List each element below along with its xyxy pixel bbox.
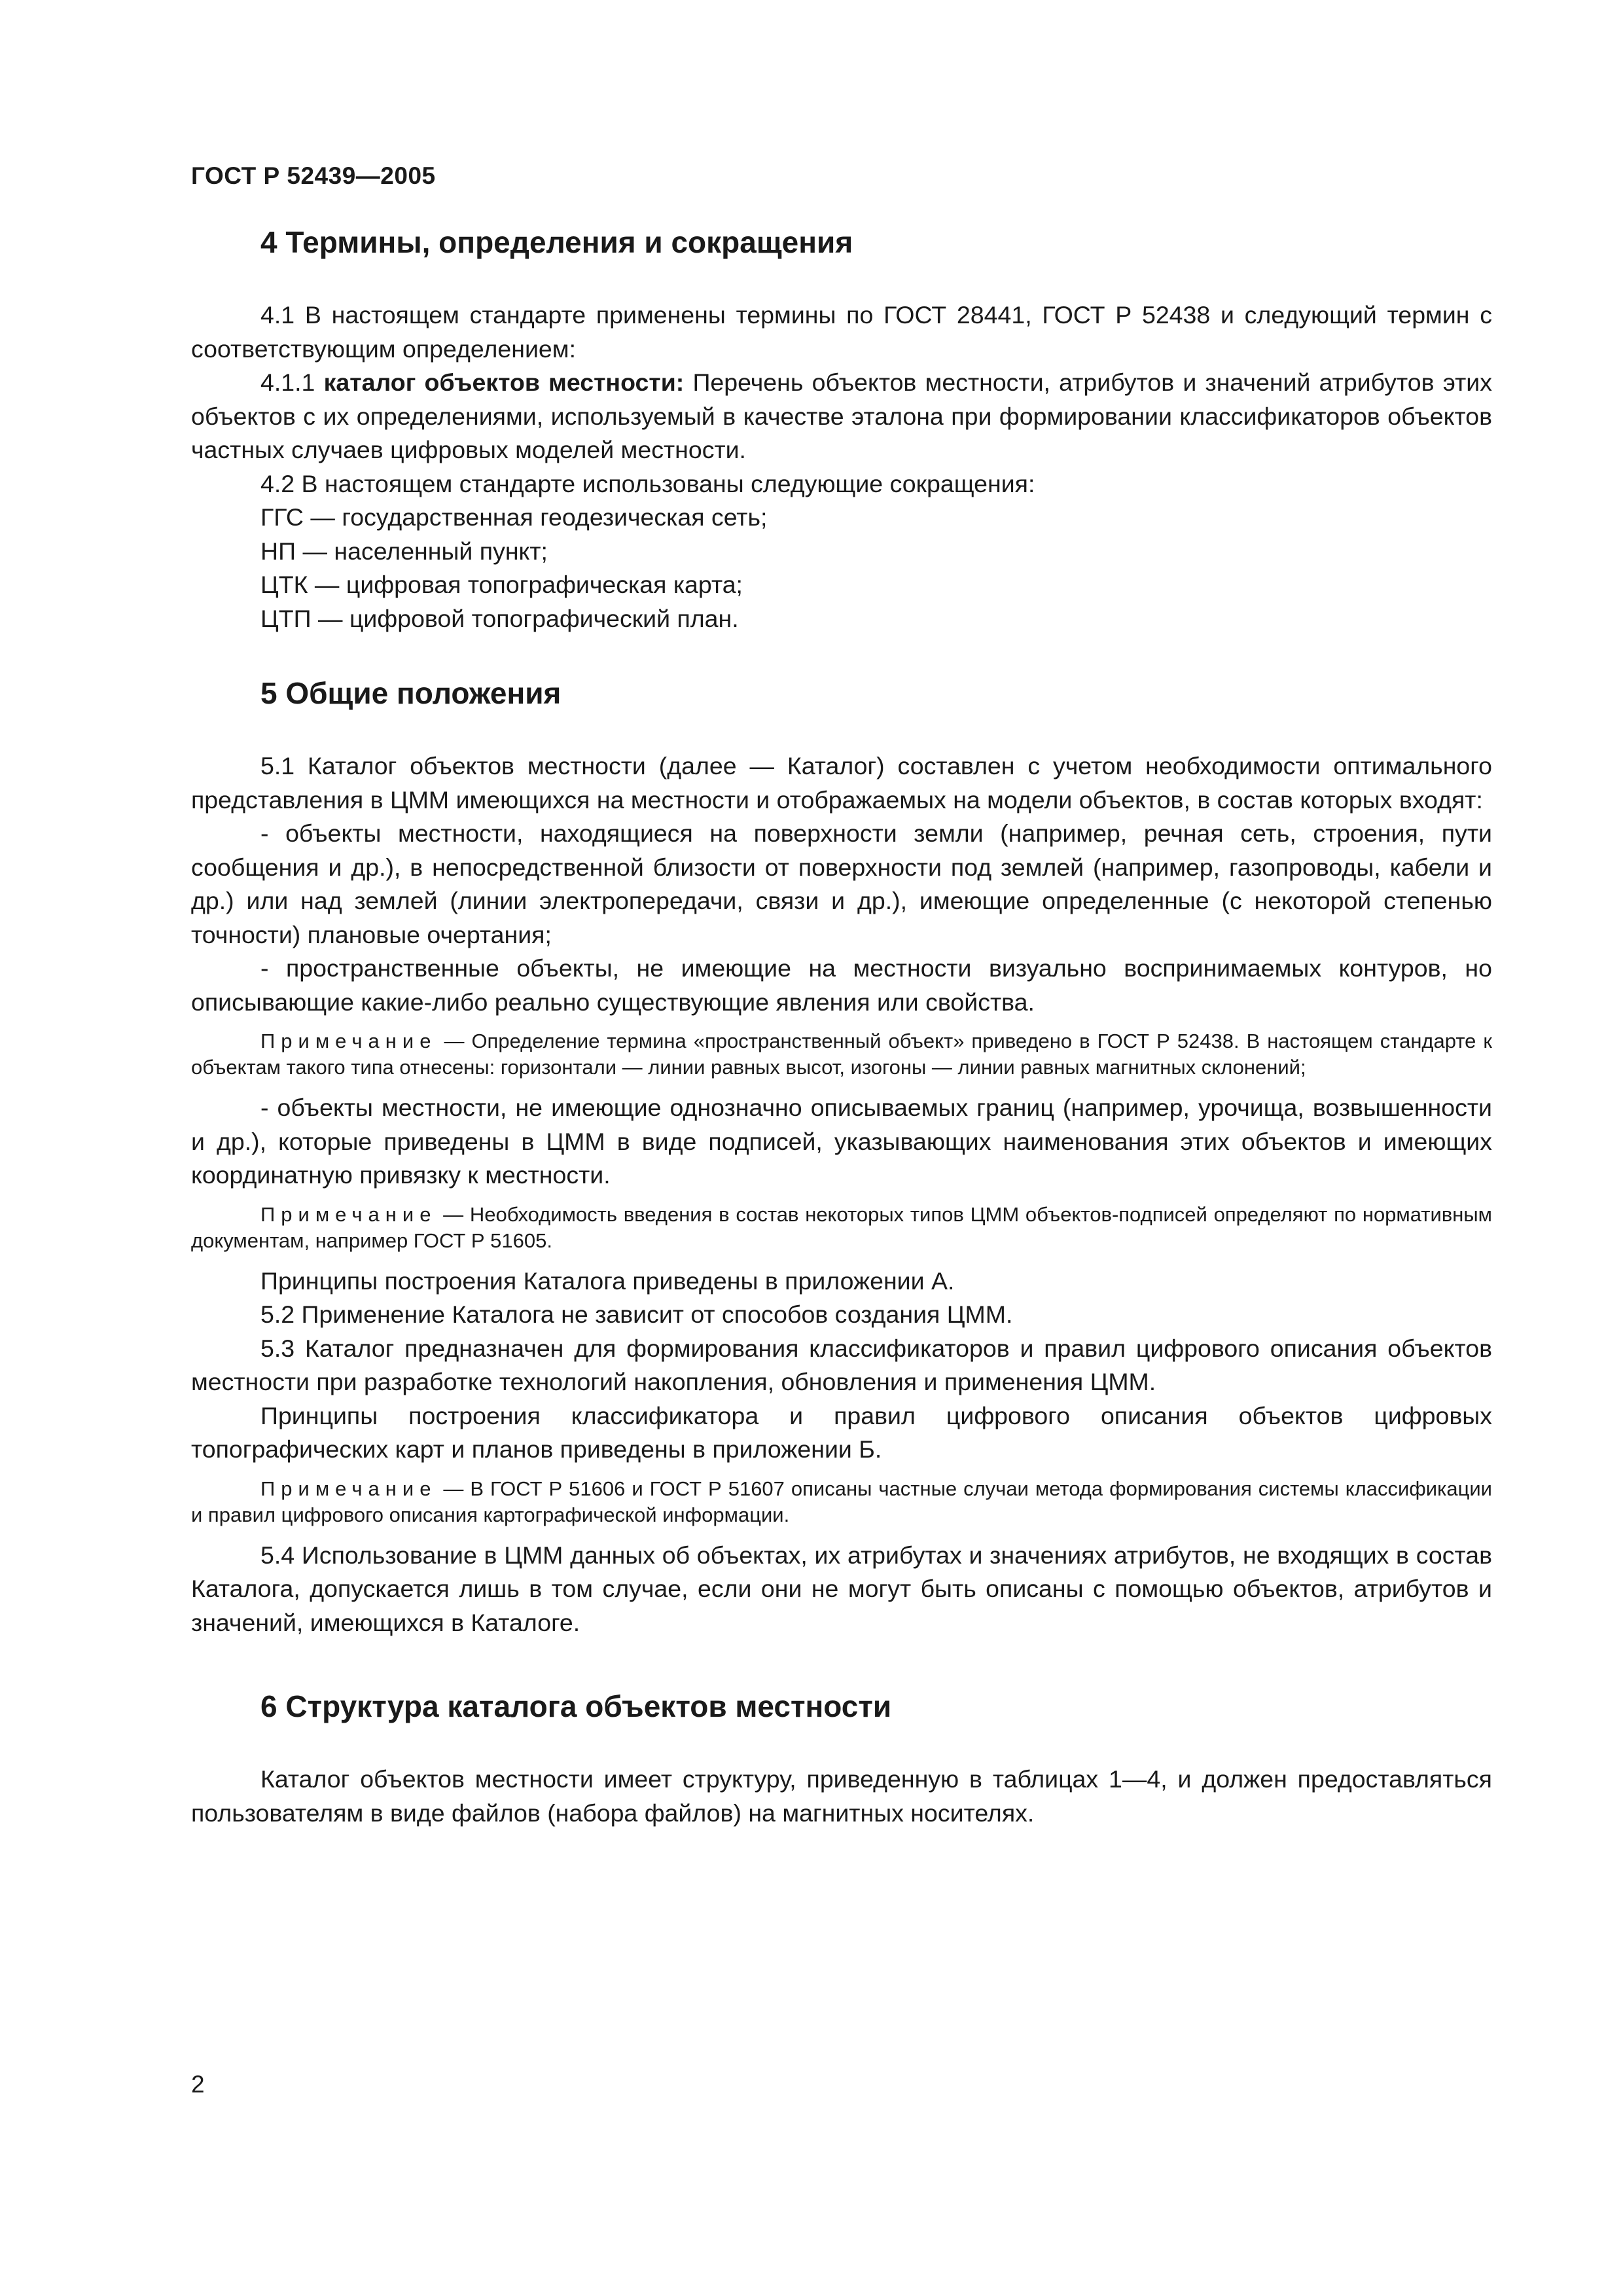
abbreviation-meaning: — государственная геодезическая сеть; xyxy=(304,503,768,531)
note-3 xyxy=(191,1476,1492,1528)
section-5-title: 5 Общие положения xyxy=(260,676,562,710)
note-text: — В ГОСТ Р 51606 и ГОСТ Р 51607 описаны частные случаи метода формирования системы классификации и правил цифрового описания картографической информации. xyxy=(191,1477,1492,1526)
abbreviation-meaning: — цифровая топографическая карта; xyxy=(308,571,743,598)
note-text: — Необходимость введения в состав некоторых типов ЦММ объектов-подписей определяют по нормативным документам, например ГОСТ Р 51605. xyxy=(191,1202,1492,1252)
section-spacer xyxy=(191,636,1492,673)
note-label: Примечание xyxy=(260,1030,437,1052)
paragraph-4-2: 4.2 В настоящем стандарте использованы следующие сокращения: xyxy=(260,469,1035,497)
paragraph-4-1: 4.1 В настоящем стандарте применены термины по ГОСТ 28441, ГОСТ Р 52438 и следующий термин с соответствующим определением: xyxy=(191,301,1492,363)
section-spacer xyxy=(191,1640,1492,1687)
document-body xyxy=(191,223,1492,1830)
abbreviation-code: ГГС xyxy=(260,503,304,531)
paragraph-6: Каталог объектов местности имеет структуру, приведенную в таблицах 1—4, и должен предоставляться пользователям в виде файлов (набора файлов) на магнитных носителях. xyxy=(191,1765,1492,1827)
abbreviation-item xyxy=(191,568,1492,602)
note-label: Примечание xyxy=(260,1202,437,1226)
clause-number: 4.1.1 xyxy=(260,368,324,396)
section-6-title: 6 Структура каталога объектов местности xyxy=(260,1689,892,1723)
term-definition: Перечень объектов местности, атрибутов и значений атрибутов этих объектов с их определениями, используемый в качестве эталона при формировании классификаторов объектов частных случаев цифровых моделей местности. xyxy=(191,368,1492,463)
section-4-title: 4 Термины, определения и сокращения xyxy=(260,225,853,259)
paragraph-5-1: 5.1 Каталог объектов местности (далее — Каталог) составлен с учетом необходимости оптимального представления в ЦММ имеющихся на местности и отображаемых на модели объектов, в состав которых входят: xyxy=(191,752,1492,814)
abbreviation-list xyxy=(191,501,1492,636)
list-item-spatial-objects: - пространственные объекты, не имеющие на местности визуально воспринимаемых контуров, но описывающие какие-либо реально существующие явления или свойства. xyxy=(191,954,1492,1016)
defined-term: каталог объектов местности: xyxy=(323,368,685,396)
note-2 xyxy=(191,1202,1492,1254)
abbreviation-code: НП xyxy=(260,537,296,565)
paragraph-4-1-1 xyxy=(191,366,1492,467)
paragraph-5-3: 5.3 Каталог предназначен для формирования классификаторов и правил цифрового описания объектов местности при разработке технологий накопления, обновления и применения ЦММ. xyxy=(191,1334,1492,1395)
abbreviation-code: ЦТП xyxy=(260,604,312,632)
note-text: — Определение термина «пространственный объект» приведено в ГОСТ Р 52438. В настоящем стандарте к объектам такого типа отнесены: горизонтали — линии равных высот, изогоны — линии равных магнитных склонений; xyxy=(191,1030,1492,1079)
list-item-named-objects: - объекты местности, не имеющие однозначно описываемых границ (например, урочища, возвышенности и др.), которые приведены в ЦММ в виде подписей, указывающих наименования этих объектов и имеющих координатную привязку к местности. xyxy=(191,1094,1492,1189)
abbreviation-item xyxy=(191,602,1492,636)
paragraph-5-4: 5.4 Использование в ЦММ данных об объектах, их атрибутах и значениях атрибутов, не входящих в состав Каталога, допускается лишь в том случае, если они не могут быть описаны с помощью объектов, атрибутов и значений, имеющихся в Каталоге. xyxy=(191,1541,1492,1636)
abbreviation-meaning: — цифровой топографический план. xyxy=(311,604,739,632)
abbreviation-code: ЦТК xyxy=(260,571,308,598)
document-id-header: ГОСТ Р 52439—2005 xyxy=(191,162,436,189)
paragraph-principles-appendix-a: Принципы построения Каталога приведены в приложении А. xyxy=(260,1266,955,1295)
paragraph-principles-appendix-b: Принципы построения классификатора и правил цифрового описания объектов цифровых топографических карт и планов приведены в приложении Б. xyxy=(191,1401,1492,1463)
abbreviation-item xyxy=(191,501,1492,535)
page-number: 2 xyxy=(191,2071,205,2098)
note-label: Примечание xyxy=(260,1477,437,1500)
abbreviation-item xyxy=(191,535,1492,569)
abbreviation-meaning: — населенный пункт; xyxy=(296,537,548,565)
note-1 xyxy=(191,1028,1492,1081)
list-item-surface-objects: - объекты местности, находящиеся на поверхности земли (например, речная сеть, строения, пути сообщения и др.), в непосредственной близости от поверхности под землей (например, газопроводы, кабели и др.) или над землей (линии электропередачи, связи и др.), имеющие определенные (с некоторой степенью точности) плановые очертания; xyxy=(191,819,1492,948)
paragraph-5-2: 5.2 Применение Каталога не зависит от способов создания ЦММ. xyxy=(260,1300,1013,1328)
